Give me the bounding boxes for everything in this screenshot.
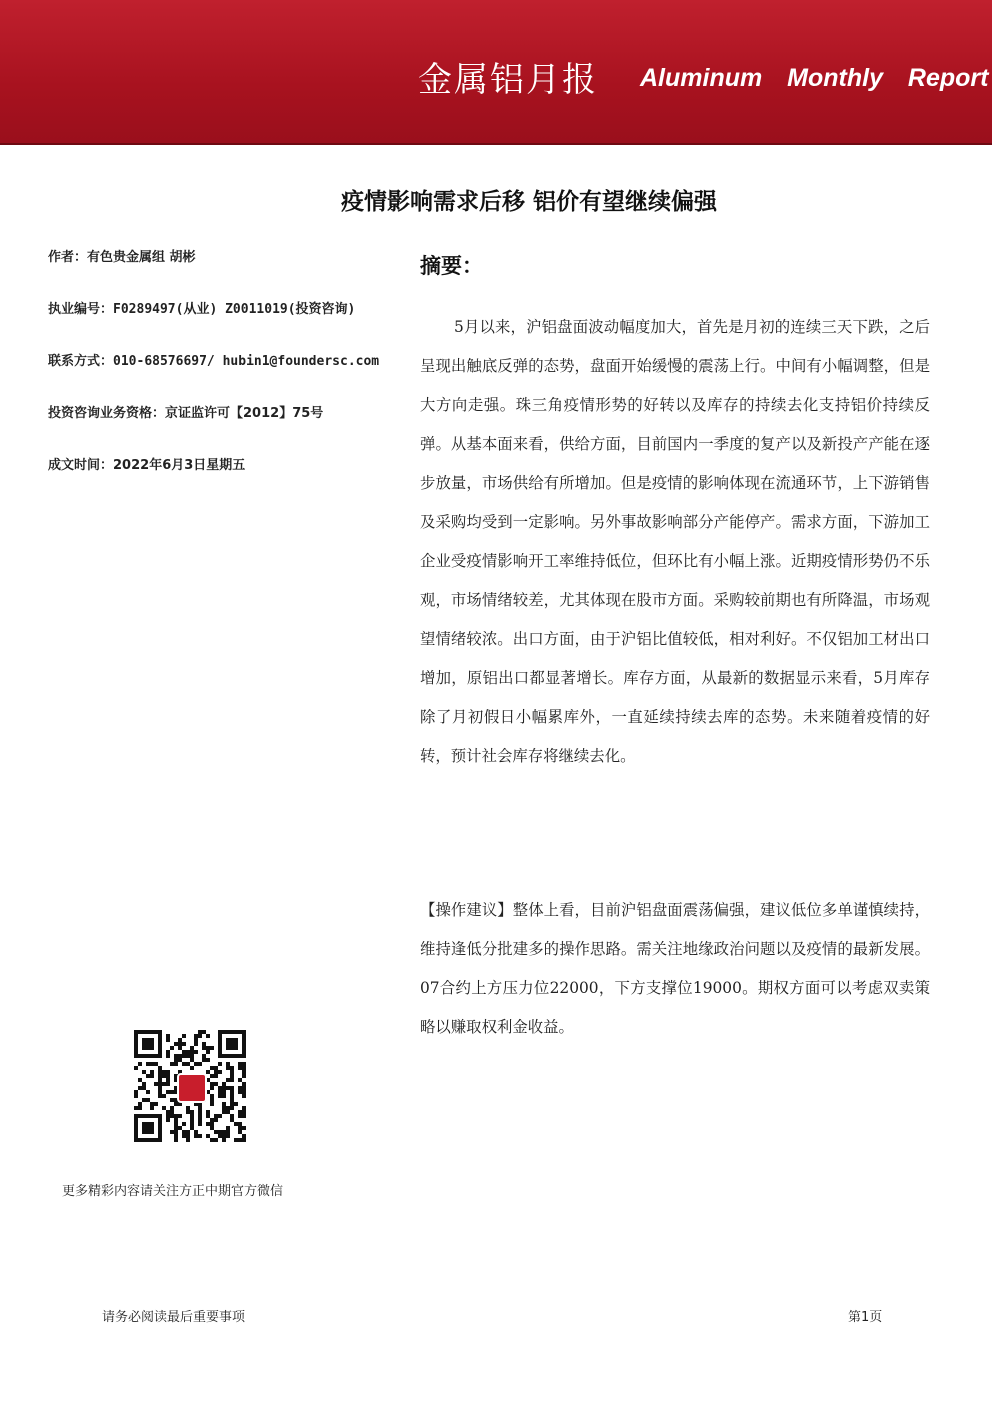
meta-license xyxy=(48,298,355,317)
meta-label: 联系方式： xyxy=(48,354,114,369)
meta-label: 成文时间： xyxy=(48,458,114,473)
report-title-cn: 金属铝月报 xyxy=(418,60,598,100)
meta-author xyxy=(48,246,196,265)
header-banner xyxy=(0,0,992,145)
brand-logo-icon xyxy=(177,1073,207,1103)
meta-label: 执业编号： xyxy=(48,302,114,317)
meta-value: 京证监许可【2012】75号 xyxy=(165,406,324,421)
abstract-heading: 摘要： xyxy=(420,254,483,278)
meta-value: 010-68576697/ hubin1@foundersc.com xyxy=(113,354,380,369)
meta-value: F0289497(从业) Z0011019(投资咨询) xyxy=(113,302,356,317)
meta-qualification xyxy=(48,402,323,421)
meta-value: 2022年6月3日星期五 xyxy=(113,458,246,473)
operation-advice-paragraph: 【操作建议】整体上看，目前沪铝盘面震荡偏强，建议低位多单谨慎续持，维持逢低分批建多的操作思路。需关注地缘政治问题以及疫情的最新发展。07合约上方压力位22000，下方支撑位19000。期权方面可以考虑双卖策略以赚取权利金收益。 xyxy=(420,901,930,1036)
article-title: 疫情影响需求后移 铝价有望继续偏强 xyxy=(340,189,717,215)
qr-code-icon xyxy=(134,1030,246,1142)
meta-contact xyxy=(48,350,379,369)
meta-label: 投资咨询业务资格： xyxy=(48,406,166,421)
meta-label: 作者： xyxy=(48,250,88,265)
footer-disclaimer-link: 请务必阅读最后重要事项 xyxy=(102,1310,246,1325)
abstract-paragraph: 5月以来，沪铝盘面波动幅度加大，首先是月初的连续三天下跌，之后呈现出触底反弹的态势，盘面开始缓慢的震荡上行。中间有小幅调整，但是大方向走强。珠三角疫情形势的好转以及库存的持续去化支持铝价持续反弹。从基本面来看，供给方面，目前国内一季度的复产以及新投产产能在逐步放量，市场供给有所增加。但是疫情的影响体现在流通环节，上下游销售及采购均受到一定影响。另外事故影响部分产能停产。需求方面，下游加工企业受疫情影响开工率维持低位，但环比有小幅上涨。近期疫情形势仍不乐观，市场情绪较差，尤其体现在股市方面。采购较前期也有所降温，市场观望情绪较浓。出口方面，由于沪铝比值较低，相对利好。不仅铝加工材出口增加，原铝出口都显著增长。库存方面，从最新的数据显示来看，5月库存除了月初假日小幅累库外，一直延续持续去库的态势。未来随着疫情的好转，预计社会库存将继续去化。 xyxy=(420,318,930,765)
meta-date xyxy=(48,454,245,473)
meta-value: 有色贵金属组 胡彬 xyxy=(87,250,196,265)
qr-caption: 更多精彩内容请关注方正中期官方微信 xyxy=(62,1184,284,1199)
page-number: 第1页 xyxy=(848,1310,883,1325)
report-title-en: Aluminum Monthly Report xyxy=(640,64,989,92)
